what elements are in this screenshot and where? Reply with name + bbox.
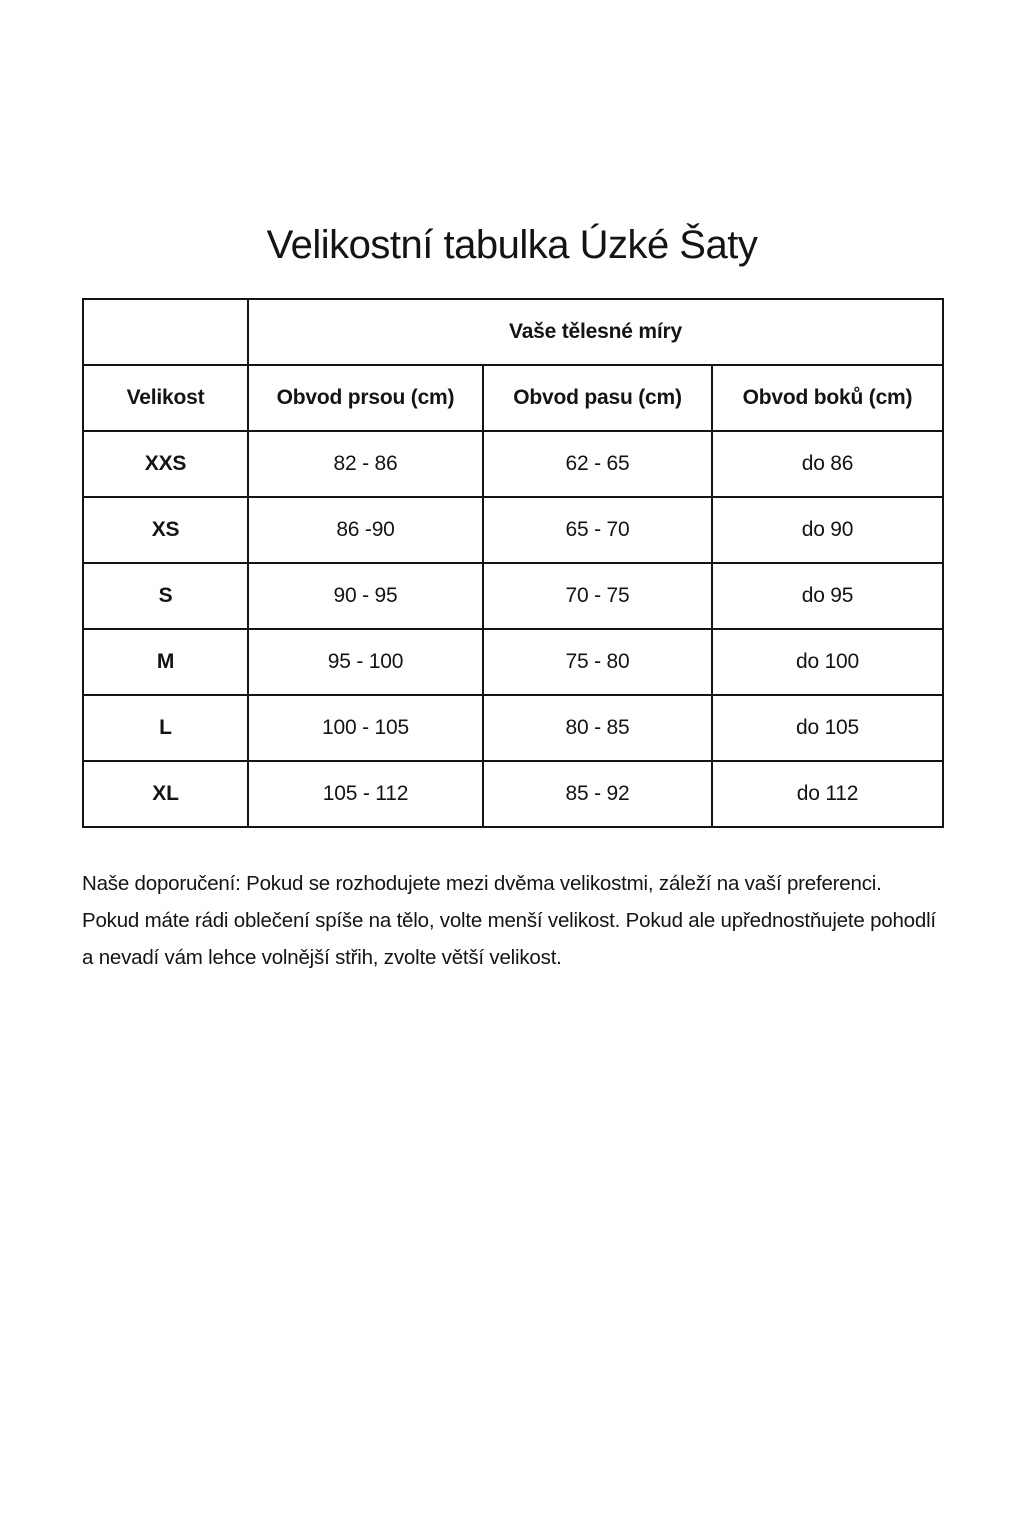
hips-cell: do 112 — [712, 761, 943, 827]
corner-empty-cell — [83, 299, 248, 365]
content-column — [82, 222, 942, 976]
table-row — [83, 431, 943, 497]
table-row — [83, 629, 943, 695]
chest-cell: 100 - 105 — [248, 695, 483, 761]
col-header-size: Velikost — [83, 365, 248, 431]
group-header-cell: Vaše tělesné míry — [248, 299, 943, 365]
col-header-chest: Obvod prsou (cm) — [248, 365, 483, 431]
chest-cell: 95 - 100 — [248, 629, 483, 695]
size-cell: XXS — [83, 431, 248, 497]
size-table — [82, 298, 944, 828]
size-cell: L — [83, 695, 248, 761]
size-cell: XL — [83, 761, 248, 827]
col-header-waist: Obvod pasu (cm) — [483, 365, 712, 431]
table-row — [83, 563, 943, 629]
table-row — [83, 695, 943, 761]
waist-cell: 80 - 85 — [483, 695, 712, 761]
chest-cell: 86 -90 — [248, 497, 483, 563]
waist-cell: 62 - 65 — [483, 431, 712, 497]
chest-cell: 90 - 95 — [248, 563, 483, 629]
table-row — [83, 761, 943, 827]
table-row — [83, 497, 943, 563]
page-title: Velikostní tabulka Úzké Šaty — [266, 223, 758, 267]
waist-cell: 65 - 70 — [483, 497, 712, 563]
size-cell: M — [83, 629, 248, 695]
col-header-hips: Obvod boků (cm) — [712, 365, 943, 431]
hips-cell: do 95 — [712, 563, 943, 629]
chest-cell: 82 - 86 — [248, 431, 483, 497]
waist-cell: 75 - 80 — [483, 629, 712, 695]
waist-cell: 70 - 75 — [483, 563, 712, 629]
hips-cell: do 100 — [712, 629, 943, 695]
chest-cell: 105 - 112 — [248, 761, 483, 827]
waist-cell: 85 - 92 — [483, 761, 712, 827]
hips-cell: do 90 — [712, 497, 943, 563]
hips-cell: do 86 — [712, 431, 943, 497]
group-header-row — [83, 299, 943, 365]
recommendation-note: Naše doporučení: Pokud se rozhodujete mezi dvěma velikostmi, záleží na vaší preferenci. Pokud máte rádi oblečení spíše na tělo, volte menší velikost. Pokud ale upřednostňujete pohodlí a nevadí vám lehce volnější střih, zvolte větší velikost. — [82, 872, 936, 969]
size-cell: S — [83, 563, 248, 629]
column-header-row — [83, 365, 943, 431]
size-cell: XS — [83, 497, 248, 563]
hips-cell: do 105 — [712, 695, 943, 761]
